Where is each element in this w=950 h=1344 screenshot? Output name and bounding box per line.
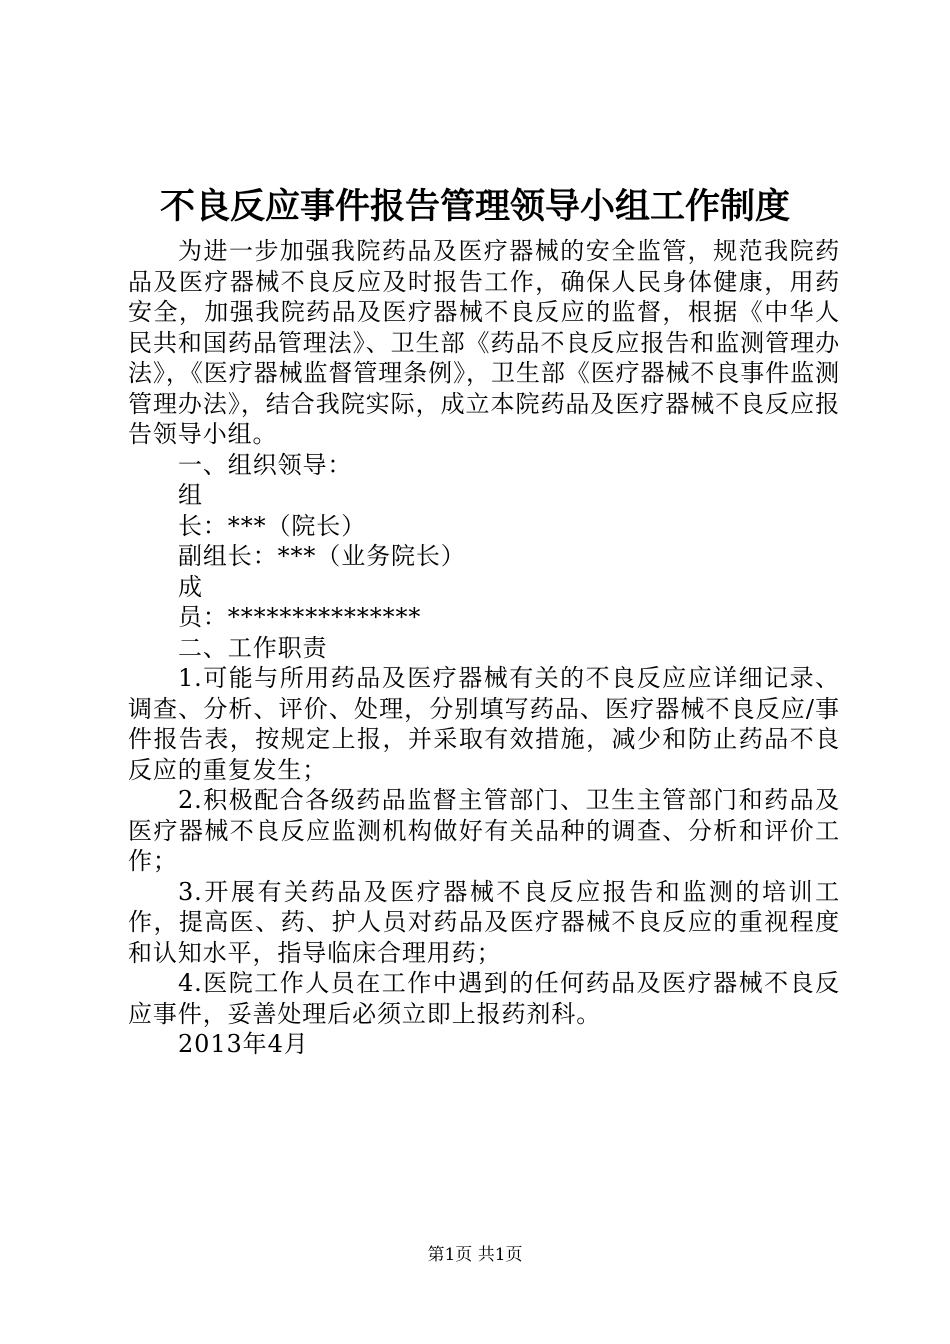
member-line-1: 成 bbox=[178, 572, 203, 601]
duty-item-1: 1.可能与所用药品及医疗器械有关的不良反应应详细记录、调查、分析、评价、处理，分别填写药品、医疗器械不良反应/事件报告表，按规定上报，并采取有效措施，减少和防止药品不良反应的重复发生； bbox=[128, 664, 840, 784]
document-body bbox=[128, 236, 840, 1060]
document-title: 不良反应事件报告管理领导小组工作制度 bbox=[159, 187, 790, 227]
deputy-leader-line: 副组长：***（业务院长） bbox=[178, 542, 466, 570]
leader-line-1: 组 bbox=[178, 481, 203, 509]
page-footer: 第1页 共1页 bbox=[427, 1245, 523, 1265]
member-line-2: 员：*************** bbox=[178, 603, 422, 631]
section-heading-organization: 一、组织领导： bbox=[178, 450, 353, 479]
leader-line-2: 长：***（院长） bbox=[178, 511, 367, 540]
duty-item-2: 2.积极配合各级药品监督主管部门、卫生主管部门和药品及医疗器械不良反应监测机构做好有关品种的调查、分析和评价工作； bbox=[128, 786, 840, 875]
document-date: 2013年4月 bbox=[178, 1030, 309, 1058]
section-heading-duties: 二、工作职责 bbox=[178, 633, 328, 662]
intro-paragraph: 为进一步加强我院药品及医疗器械的安全监管，规范我院药品及医疗器械不良反应及时报告工作，确保人民身体健康，用药安全，加强我院药品及医疗器械不良反应的监督，根据《中华人民共和国药品管理法》、卫生部《药品不良反应报告和监测管理办法》，《医疗器械监督管理条例》，卫生部《医疗器械不良事件监测管理办法》，结合我院实际，成立本院药品及医疗器械不良反应报告领导小组。 bbox=[128, 237, 840, 448]
duty-item-4: 4.医院工作人员在工作中遇到的任何药品及医疗器械不良反应事件，妥善处理后必须立即上报药剂科。 bbox=[128, 969, 840, 1028]
duty-item-3: 3.开展有关药品及医疗器械不良反应报告和监测的培训工作，提高医、药、护人员对药品及医疗器械不良反应的重视程度和认知水平，指导临床合理用药； bbox=[128, 877, 840, 967]
